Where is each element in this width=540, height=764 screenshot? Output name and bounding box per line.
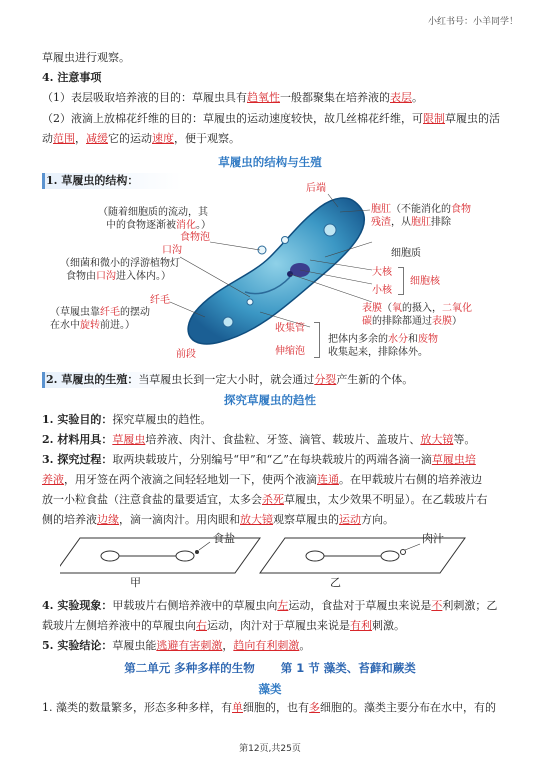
label-back: 后端 <box>306 183 326 194</box>
label-nucleus: 细胞核 <box>410 276 440 287</box>
label-collecting-canal: 收集管 <box>275 323 305 334</box>
exp-materials: 2. 材料用具：草履虫培养液、肉汁、食盐粒、牙签、滴管、载玻片、盖玻片、放大镜等。 <box>42 433 476 446</box>
exp-phenomenon-1: 4. 实验现象：甲载玻片右侧培养液中的草履虫向左运动，食盐对于草履虫来说是不利刺激；乙 <box>42 599 498 612</box>
label-pellicle-2: 碳的排除都通过表膜） <box>362 316 462 327</box>
droplet <box>306 551 324 561</box>
reproduction-line: 2. 草履虫的生殖：当草履虫长到一定大小时，就会通过分裂产生新的个体。 <box>46 373 414 386</box>
label-contractile-vacuole: 伸缩泡 <box>275 346 305 357</box>
pointer-line <box>180 257 250 297</box>
meat-drop <box>401 550 406 555</box>
label-mouth-2: 食物由口沟进入体内。） <box>66 271 171 282</box>
label-vacuole-2: 收集起来，排除体外。 <box>328 347 428 358</box>
salt-grain <box>195 550 199 554</box>
pointer-line <box>210 242 260 250</box>
page-footer: 第12页,共25页 <box>239 744 301 754</box>
label-macronucleus: 大核 <box>372 267 392 278</box>
label-slide-jia: 甲 <box>130 576 141 589</box>
label-cilia: 纤毛 <box>150 295 170 306</box>
droplet <box>101 551 119 561</box>
text-line: 草履虫进行观察。 <box>42 51 130 64</box>
label-slide-yi: 乙 <box>330 576 341 589</box>
section-title-taxis: 探究草履虫的趋性 <box>224 393 316 407</box>
contractile-vacuole <box>324 224 336 236</box>
note-line-1: （1）表层吸取培养液的目的：草履虫具有趋氧性一般都聚集在培养液的表层。 <box>42 91 423 104</box>
algae-line-1: 1. 藻类的数量繁多，形态多种多样，有单细胞的，也有多细胞的。藻类主要分布在水中，有的 <box>42 701 496 714</box>
note-line-3: 动范围，减缓它的运动速度，便于观察。 <box>42 132 240 145</box>
exp-purpose: 1. 实验目的：探究草履虫的趋性。 <box>42 413 212 426</box>
label-cilia-2: 在水中旋转前进。） <box>50 320 135 331</box>
exp-process-4: 侧的培养液边缘，滴一滴肉汁。用肉眼和放大镜观察草履虫的运动方向。 <box>42 513 394 526</box>
exp-conclusion: 5. 实验结论：草履虫能逃避有害刺激，趋向有利刺激。 <box>42 639 311 652</box>
label-front: 前段 <box>176 349 196 360</box>
label-meat-juice: 肉汁 <box>422 532 444 545</box>
label-micronucleus: 小核 <box>372 285 392 296</box>
label-pellicle-1: 表膜（氧的摄入，二氧化 <box>362 303 472 314</box>
label-flow-2: 中的食物逐渐被消化。） <box>106 220 211 231</box>
pointer-line <box>405 544 420 550</box>
label-food-vacuole: 食物泡 <box>180 232 210 243</box>
unit-title: 第二单元 多种多样的生物 第 1 节 藻类、苔藓和蕨类 <box>124 661 416 675</box>
food-vacuole <box>282 237 289 244</box>
label-anal-2: 残渣，从胞肛排除 <box>371 217 451 228</box>
exp-process-2: 养液，用牙签在两个液滴之间轻轻地划一下，使两个液滴连通。在甲载玻片右侧的培养液边 <box>42 473 482 486</box>
label-cytoplasm: 细胞质 <box>391 248 421 259</box>
contractile-vacuole <box>223 317 233 327</box>
nucleus-bracket <box>398 267 404 295</box>
vacuole-bracket <box>314 322 320 358</box>
label-vacuole-1: 把体内多余的水分和废物 <box>328 334 438 345</box>
exp-process-3: 放一小粒食盐（注意食盐的量要适宜，太多会杀死草履虫，太少效果不明显）。在乙载玻片右 <box>42 493 488 506</box>
structure-label: 1. 草履虫的结构： <box>46 174 139 187</box>
exp-process-1: 3. 探究过程：取两块载玻片，分别编号“甲”和“乙”在每块载玻片的两端各滴一滴草履虫培 <box>42 453 476 466</box>
subsection-algae: 藻类 <box>258 682 282 696</box>
label-oral-groove: 口沟 <box>162 245 182 256</box>
label-salt: 食盐 <box>213 532 235 545</box>
droplet <box>176 551 194 561</box>
label-flow-1: （随着细胞质的流动，其 <box>98 207 208 218</box>
pointer-line <box>199 542 210 550</box>
heading-notes: 4. 注意事项 <box>42 71 102 84</box>
food-vacuole <box>247 299 253 305</box>
note-line-2: （2）液滴上放棉花纤维的目的：草履虫的运动速度较快，故几丝棉花纤维，可限制草履虫的活 <box>42 112 500 125</box>
label-anal-pore: 胞肛（不能消化的食物 <box>371 204 471 215</box>
watermark: 小红书号：小羊同学！ <box>427 17 518 27</box>
slides-diagram <box>60 528 480 588</box>
label-mouth-1: （细菌和微小的浮游植物灯 <box>60 258 180 269</box>
exp-phenomenon-2: 载玻片左侧培养液中的草履虫向右运动，肉汁对于草履虫来说是有利刺激。 <box>42 619 405 632</box>
section-title-structure: 草履虫的结构与生殖 <box>218 155 322 169</box>
droplet <box>381 551 399 561</box>
label-cilia-1: （草履虫靠纤毛的摆动 <box>50 307 150 318</box>
